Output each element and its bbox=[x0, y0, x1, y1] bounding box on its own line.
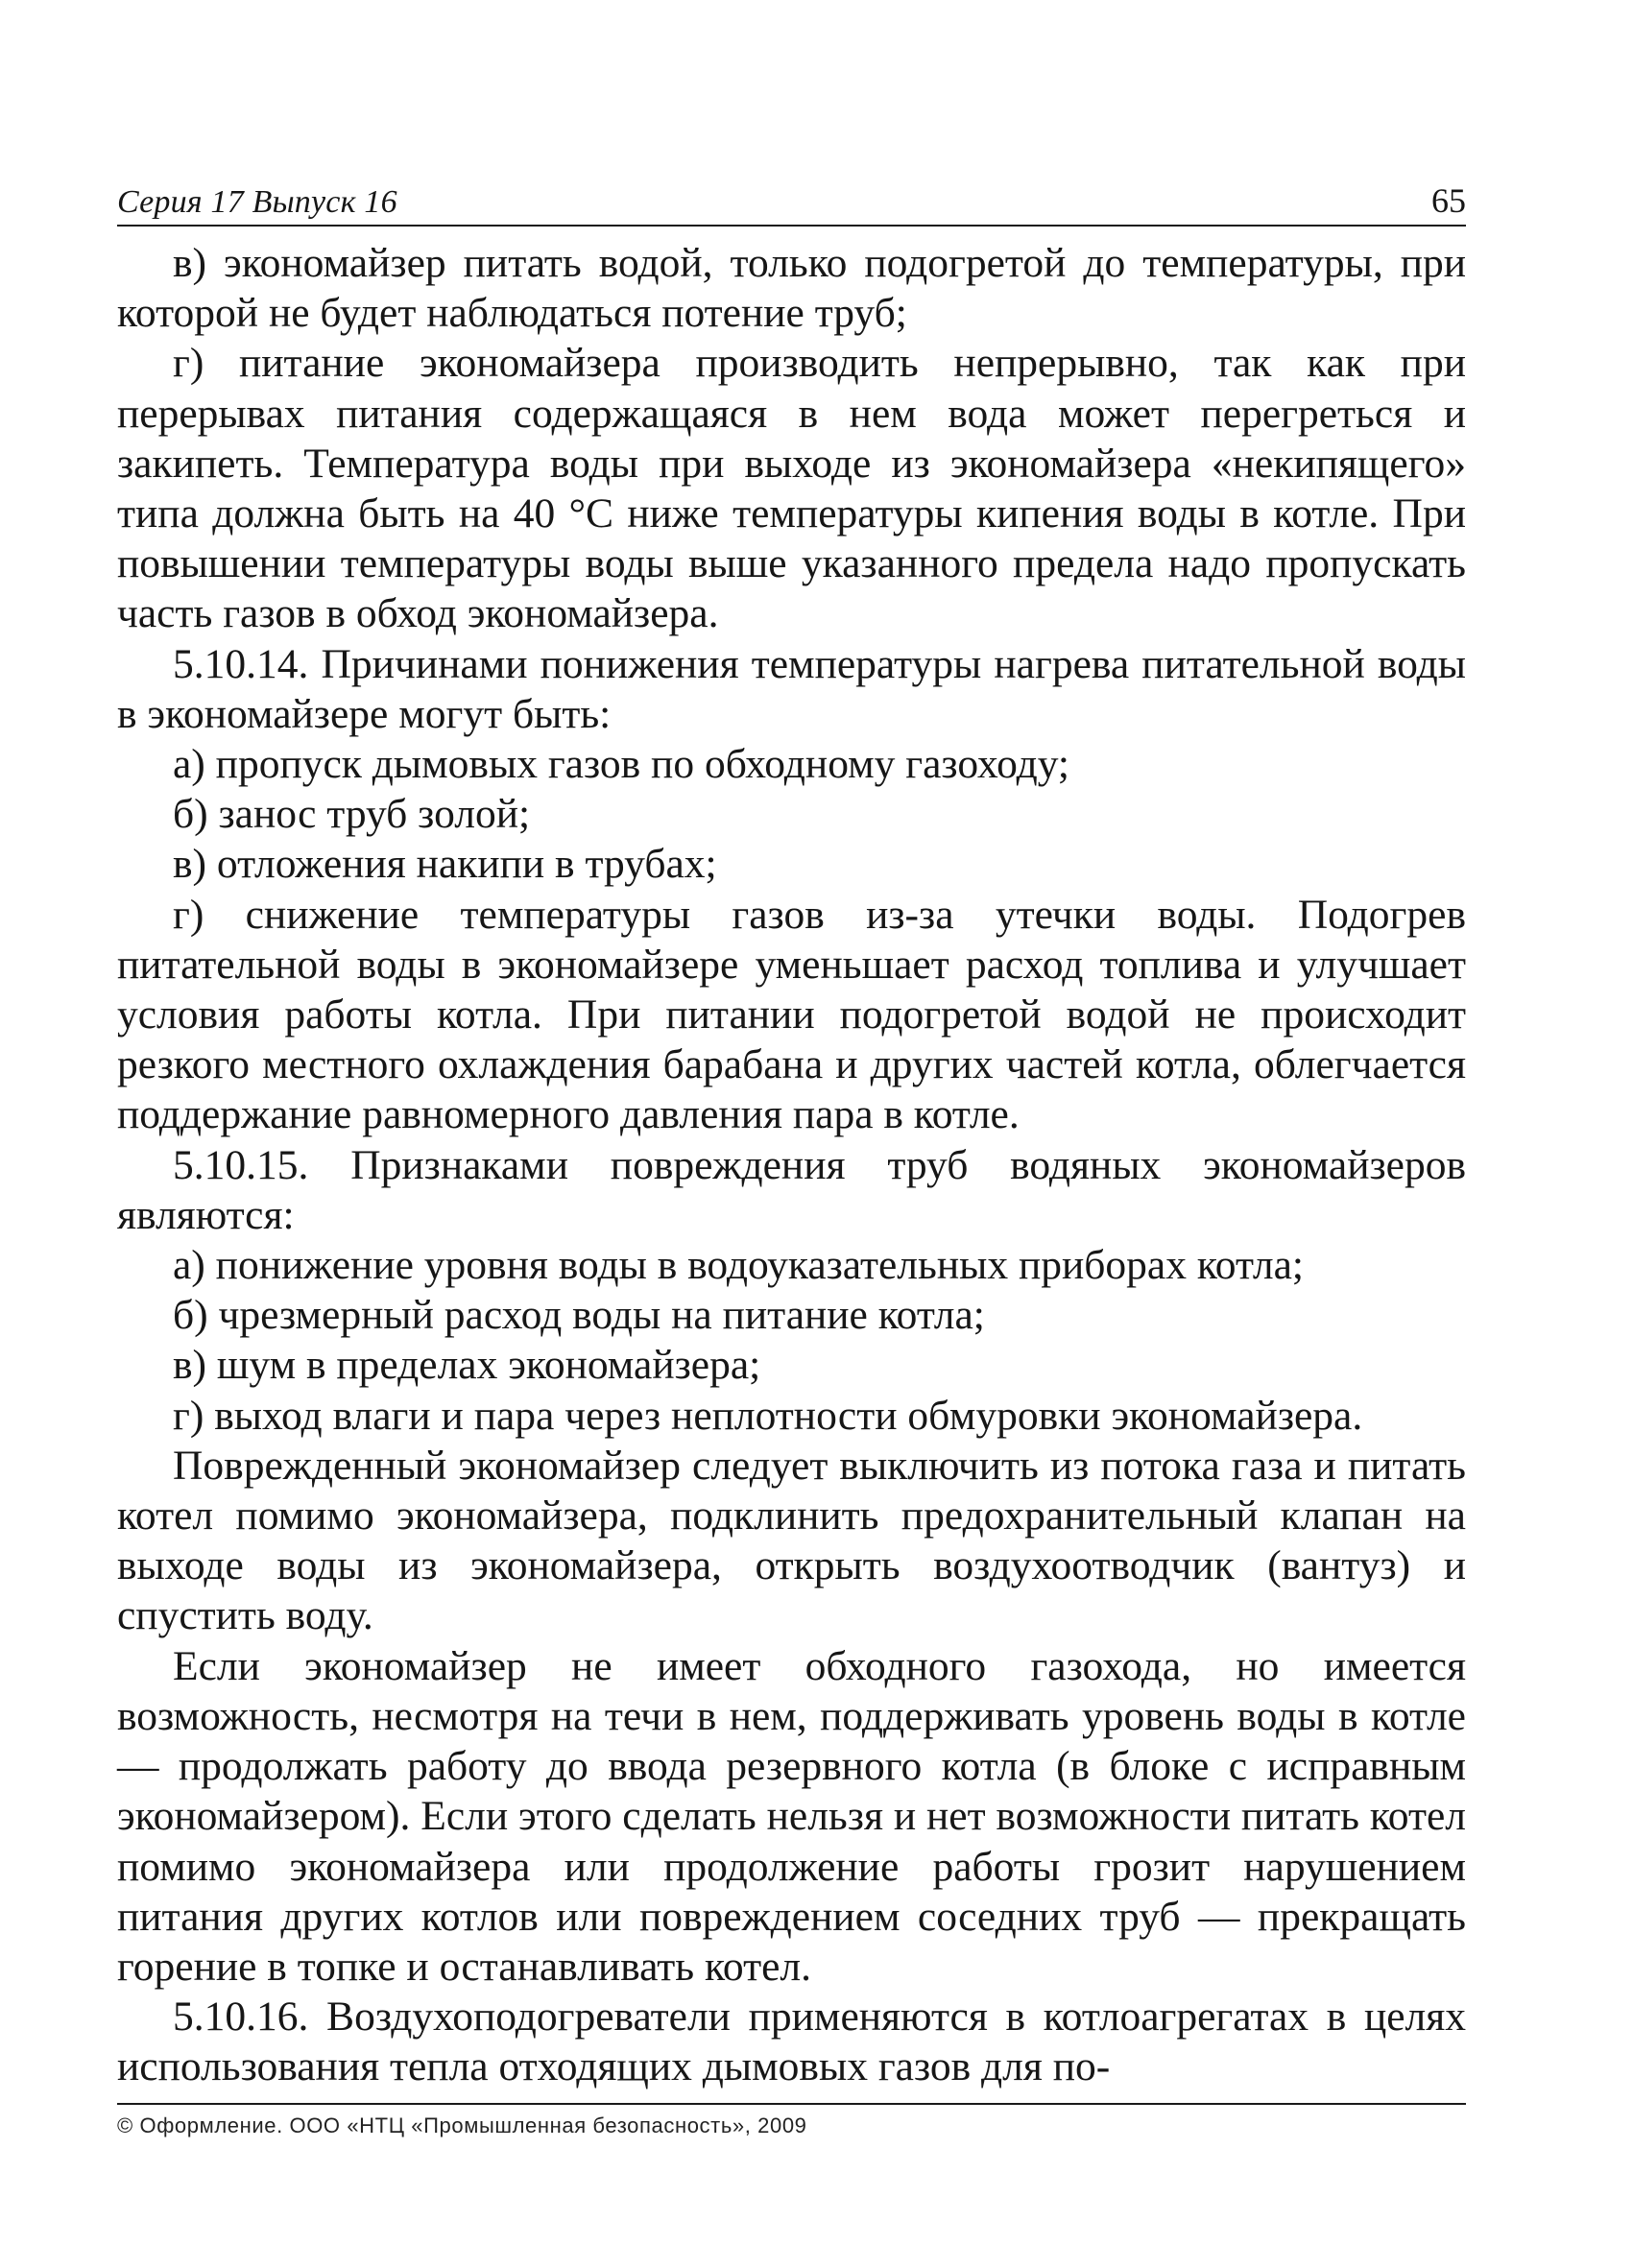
list-item: б) чрезмерный расход воды на питание котла; bbox=[173, 1292, 985, 1339]
paragraph: г) питание экономайзера производить непрерывно, так как при перерывах питания содержащаяся в нем вода может перегреться и закипеть. Температура воды при выходе из экономайзера «некипящего» типа должна быть на 40 °С ниже температуры кипения воды в котле. При повышении температуры воды выше указанного предела надо пропускать часть газов в обход экономайзера. bbox=[117, 340, 1466, 637]
list-item: б) занос труб золой; bbox=[173, 791, 531, 838]
footer-divider bbox=[117, 2103, 1466, 2105]
paragraph: Поврежденный экономайзер следует выключить из потока газа и питать котел помимо экономайзера, подклинить предохранительный клапан на выходе воды из экономайзера, открыть воздухоотводчик (вантуз) и спустить воду. bbox=[117, 1442, 1466, 1639]
list-item: а) понижение уровня воды в водоуказательных приборах котла; bbox=[173, 1242, 1304, 1289]
page-number: 65 bbox=[1431, 181, 1466, 220]
paragraph: в) экономайзер питать водой, только подогретой до температуры, при которой не будет наблюдаться потение труб; bbox=[117, 240, 1466, 337]
section-paragraph-5-10-14: 5.10.14. Причинами понижения температуры нагрева питательной воды в экономайзере могут быть: bbox=[117, 640, 1466, 737]
list-item: в) отложения накипи в трубах; bbox=[173, 841, 717, 888]
document-page bbox=[117, 182, 1466, 2150]
section-paragraph-5-10-16: 5.10.16. Воздухоподогреватели применяются в котлоагрегатах в целях использования тепла отходящих дымовых газов для по- bbox=[117, 1993, 1466, 2090]
footer-copyright: © Оформление. ООО «НТЦ «Промышленная безопасность», 2009 bbox=[117, 2113, 807, 2137]
series-title: Серия 17 Выпуск 16 bbox=[117, 184, 397, 220]
running-header bbox=[117, 182, 1466, 227]
body-text bbox=[117, 238, 1466, 2092]
list-item: г) выход влаги и пара через неплотности обмуровки экономайзера. bbox=[173, 1392, 1363, 1439]
paragraph: Если экономайзер не имеет обходного газохода, но имеется возможность, несмотря на течи в нем, поддерживать уровень воды в котле — продолжать работу до ввода резервного котла (в блоке с исправным экономайзером). Если этого сделать нельзя и нет возможности питать котел помимо экономайзера или продолжение работы грозит нарушением питания других котлов или повреждением соседних труб — прекращать горение в топке и останавливать котел. bbox=[117, 1642, 1466, 1990]
list-item: а) пропуск дымовых газов по обходному газоходу; bbox=[173, 741, 1069, 788]
list-item: г) снижение температуры газов из-за утечки воды. Подогрев питательной воды в экономайзере уменьшает расход топлива и улучшает условия работы котла. При питании подогретой водой не происходит резкого местного охлаждения барабана и других частей котла, облегчается поддержание равномерного давления пара в котле. bbox=[117, 891, 1466, 1138]
list-item: в) шум в пределах экономайзера; bbox=[173, 1342, 761, 1389]
section-paragraph-5-10-15: 5.10.15. Признаками повреждения труб водяных экономайзеров являются: bbox=[117, 1141, 1466, 1238]
